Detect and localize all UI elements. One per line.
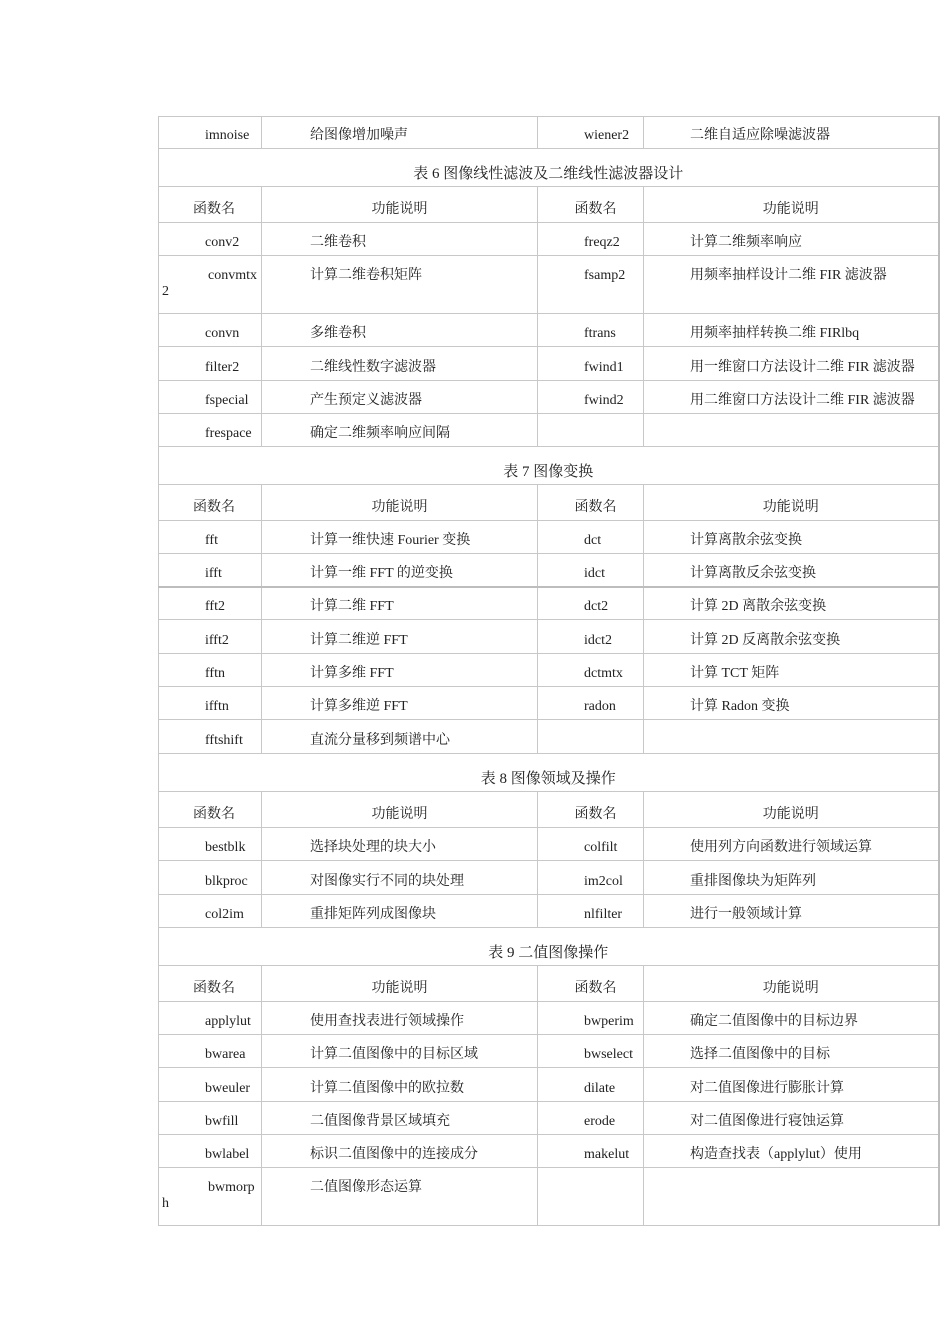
function-description (644, 1168, 939, 1226)
function-description: 计算二维 FFT (262, 587, 538, 620)
table-row (159, 414, 939, 447)
function-description: 用一维窗口方法设计二维 FIR 滤波器 (644, 347, 939, 381)
table-row (159, 117, 939, 149)
function-description: 确定二值图像中的目标边界 (644, 1002, 939, 1035)
function-name: wiener2 (538, 117, 644, 149)
column-header: 功能说明 (644, 187, 939, 223)
function-name: colfilt (538, 828, 644, 861)
function-name: bwmorph (159, 1168, 262, 1226)
table-row (159, 223, 939, 256)
function-description (644, 414, 939, 447)
function-description: 使用列方向函数进行领域运算 (644, 828, 939, 861)
table-row (159, 1102, 939, 1135)
function-description: 构造查找表（applylut）使用 (644, 1135, 939, 1168)
function-name: bwfill (159, 1102, 262, 1135)
function-description: 二维自适应除噪滤波器 (644, 117, 939, 149)
function-name: bwselect (538, 1035, 644, 1068)
function-reference-table (158, 116, 940, 1226)
function-description: 计算 2D 反离散余弦变换 (644, 620, 939, 654)
function-description: 用二维窗口方法设计二维 FIR 滤波器 (644, 381, 939, 414)
table-caption-row (159, 754, 939, 792)
function-description: 计算二维逆 FFT (262, 620, 538, 654)
function-name: ifft2 (159, 620, 262, 654)
function-description: 二值图像形态运算 (262, 1168, 538, 1226)
table-caption-row (159, 447, 939, 485)
function-description: 计算一维快速 Fourier 变换 (262, 521, 538, 554)
function-name: nlfilter (538, 895, 644, 928)
function-description: 计算二值图像中的欧拉数 (262, 1068, 538, 1102)
column-header: 函数名 (538, 187, 644, 223)
table-row (159, 1068, 939, 1102)
function-name: frespace (159, 414, 262, 447)
table-row (159, 895, 939, 928)
function-name: makelut (538, 1135, 644, 1168)
function-description: 进行一般领域计算 (644, 895, 939, 928)
table-row (159, 861, 939, 895)
column-header: 功能说明 (644, 966, 939, 1002)
table-row (159, 687, 939, 720)
function-name: conv2 (159, 223, 262, 256)
column-header: 函数名 (538, 792, 644, 828)
function-description: 重排图像块为矩阵列 (644, 861, 939, 895)
column-header: 功能说明 (262, 966, 538, 1002)
function-name (538, 414, 644, 447)
table-row (159, 1035, 939, 1068)
function-name: fwind2 (538, 381, 644, 414)
function-name: fftn (159, 654, 262, 687)
function-name: idct2 (538, 620, 644, 654)
function-name: dctmtx (538, 654, 644, 687)
function-name: convmtx2 (159, 256, 262, 314)
function-name: blkproc (159, 861, 262, 895)
function-name: idct (538, 554, 644, 587)
column-header: 功能说明 (262, 485, 538, 521)
function-description: 确定二维频率响应间隔 (262, 414, 538, 447)
function-name: dilate (538, 1068, 644, 1102)
function-description: 选择块处理的块大小 (262, 828, 538, 861)
function-name: ifft (159, 554, 262, 587)
function-name: dct2 (538, 587, 644, 620)
function-description: 二值图像背景区域填充 (262, 1102, 538, 1135)
table-row (159, 828, 939, 861)
table-9-caption: 表 9 二值图像操作 (159, 928, 939, 966)
function-description: 用频率抽样设计二维 FIR 滤波器 (644, 256, 939, 314)
function-name: ftrans (538, 314, 644, 347)
column-header: 功能说明 (644, 485, 939, 521)
function-name: imnoise (159, 117, 262, 149)
header-row (159, 187, 939, 223)
table-row (159, 720, 939, 754)
table-row (159, 521, 939, 554)
table-row (159, 314, 939, 347)
function-description: 重排矩阵列成图像块 (262, 895, 538, 928)
function-description: 对二值图像进行寝蚀运算 (644, 1102, 939, 1135)
table-caption-row (159, 149, 939, 187)
function-description: 计算离散反余弦变换 (644, 554, 939, 587)
function-description: 对二值图像进行膨胀计算 (644, 1068, 939, 1102)
column-header: 函数名 (538, 485, 644, 521)
function-description: 计算多维 FFT (262, 654, 538, 687)
function-description: 二维卷积 (262, 223, 538, 256)
table-row (159, 587, 939, 620)
function-name: fsamp2 (538, 256, 644, 314)
column-header: 函数名 (538, 966, 644, 1002)
table-6-caption: 表 6 图像线性滤波及二维线性滤波器设计 (159, 149, 939, 187)
function-description: 选择二值图像中的目标 (644, 1035, 939, 1068)
function-name: freqz2 (538, 223, 644, 256)
function-description: 计算二维卷积矩阵 (262, 256, 538, 314)
table-row (159, 347, 939, 381)
function-name: bwarea (159, 1035, 262, 1068)
function-description: 计算离散余弦变换 (644, 521, 939, 554)
function-description: 对图像实行不同的块处理 (262, 861, 538, 895)
function-name: erode (538, 1102, 644, 1135)
function-description: 计算二维频率响应 (644, 223, 939, 256)
table-row (159, 554, 939, 587)
function-name: applylut (159, 1002, 262, 1035)
function-name: ifftn (159, 687, 262, 720)
header-row (159, 485, 939, 521)
header-row (159, 966, 939, 1002)
function-name: filter2 (159, 347, 262, 381)
function-description: 使用查找表进行领域操作 (262, 1002, 538, 1035)
function-name: col2im (159, 895, 262, 928)
function-name: bweuler (159, 1068, 262, 1102)
table-caption-row (159, 928, 939, 966)
column-header: 函数名 (159, 792, 262, 828)
table-row (159, 1168, 939, 1226)
function-description: 产生预定义滤波器 (262, 381, 538, 414)
table-row (159, 381, 939, 414)
column-header: 函数名 (159, 485, 262, 521)
function-description: 二维线性数字滤波器 (262, 347, 538, 381)
header-row (159, 792, 939, 828)
function-name: bestblk (159, 828, 262, 861)
function-description: 直流分量移到频谱中心 (262, 720, 538, 754)
function-name (538, 1168, 644, 1226)
column-header: 功能说明 (262, 792, 538, 828)
function-description: 多维卷积 (262, 314, 538, 347)
table-7-caption: 表 7 图像变换 (159, 447, 939, 485)
function-name: radon (538, 687, 644, 720)
function-description (644, 720, 939, 754)
column-header: 功能说明 (262, 187, 538, 223)
function-description: 用频率抽样转换二维 FIRlbq (644, 314, 939, 347)
function-name: fft2 (159, 587, 262, 620)
function-name (538, 720, 644, 754)
function-name: fspecial (159, 381, 262, 414)
function-name: dct (538, 521, 644, 554)
column-header: 功能说明 (644, 792, 939, 828)
function-description: 计算 TCT 矩阵 (644, 654, 939, 687)
table-row (159, 1135, 939, 1168)
table-row (159, 256, 939, 314)
column-header: 函数名 (159, 966, 262, 1002)
column-header: 函数名 (159, 187, 262, 223)
table-row (159, 1002, 939, 1035)
function-description: 计算 2D 离散余弦变换 (644, 587, 939, 620)
table-row (159, 620, 939, 654)
function-description: 给图像增加噪声 (262, 117, 538, 149)
function-name: im2col (538, 861, 644, 895)
function-name: fft (159, 521, 262, 554)
function-description: 计算一维 FFT 的逆变换 (262, 554, 538, 587)
function-name: bwperim (538, 1002, 644, 1035)
function-description: 计算 Radon 变换 (644, 687, 939, 720)
function-name: fftshift (159, 720, 262, 754)
table-row (159, 654, 939, 687)
table-8-caption: 表 8 图像领域及操作 (159, 754, 939, 792)
function-description: 计算多维逆 FFT (262, 687, 538, 720)
function-description: 标识二值图像中的连接成分 (262, 1135, 538, 1168)
function-name: convn (159, 314, 262, 347)
function-description: 计算二值图像中的目标区域 (262, 1035, 538, 1068)
function-name: fwind1 (538, 347, 644, 381)
function-name: bwlabel (159, 1135, 262, 1168)
